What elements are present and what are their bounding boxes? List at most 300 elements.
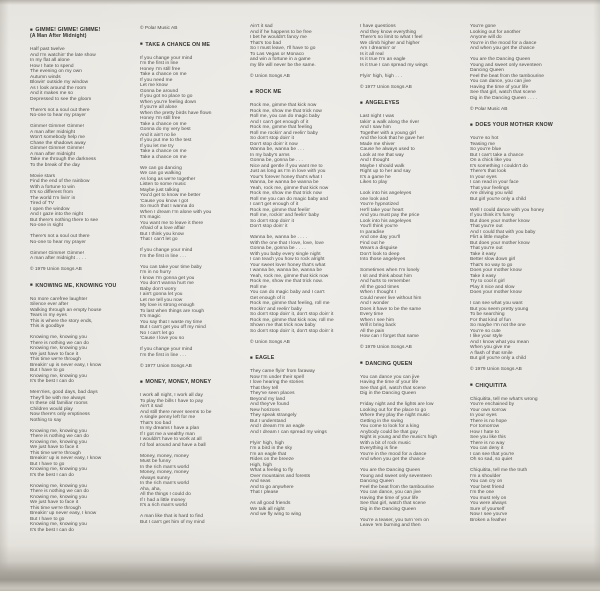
lyric-line: Does it have to be the same — [360, 306, 422, 312]
lyric-line: I can read in your face — [470, 180, 519, 185]
lyric-line: Chiquitita, tell me what's wrong — [470, 396, 538, 402]
stanza — [30, 484, 140, 534]
lyric-line: I have questions — [360, 24, 396, 29]
lyric-line: If you put me to the test — [140, 138, 192, 143]
paper-edge-left — [0, 0, 9, 591]
lyric-line: Getting in the swing — [360, 418, 404, 424]
lyric-line: And when you get the chance — [470, 46, 535, 51]
lyric-line: 'Cause I love you so — [140, 336, 185, 341]
lyric-line: If you change your mind — [140, 55, 193, 61]
lyric-line: Take me through the darkness — [30, 157, 96, 162]
lyric-line: For tomorrow — [470, 424, 500, 429]
lyric-line: Having the time of your life — [360, 380, 419, 385]
stanza — [30, 234, 140, 245]
lyric-line: If you change your mind — [140, 347, 193, 352]
song-title — [470, 122, 580, 128]
lyric-line: Yeah, rock me, gimme that kick now — [250, 273, 329, 279]
copyright-line: © 1977 Union Songs AB — [360, 84, 412, 90]
lyric-line: Look at me that way — [360, 152, 404, 158]
lyric-line: If you got no place to go — [140, 94, 193, 99]
stanza — [250, 103, 360, 230]
lyric-line: It's a game he — [360, 174, 391, 180]
song-title — [360, 361, 470, 367]
lyrics-column-5 — [470, 24, 580, 529]
lyric-line: Flyin' high, high — [250, 440, 285, 446]
lyric-line: No-one to hear my prayer — [30, 113, 86, 118]
lyric-line: Afraid of a love affair — [140, 226, 186, 231]
lyric-line: So you're blue — [470, 147, 502, 152]
lyric-line: You can dance, you can jive — [360, 490, 421, 495]
lyric-line: You can cry on — [470, 479, 503, 484]
lyric-line: That your feelings — [470, 185, 510, 191]
lyric-line: Flyin' high, high . . . — [360, 73, 403, 79]
lyric-line: But girl you're only a child — [470, 356, 526, 361]
lyric-line: We just have to face it — [30, 500, 79, 505]
lyric-line: I'm an eagle that — [250, 451, 287, 457]
lyric-line: one look and — [360, 196, 389, 202]
lyric-line: Rockin' and reelin' baby — [250, 306, 302, 312]
song-title-text: KNOWING ME, KNOWING YOU — [35, 282, 117, 289]
lyric-line: Does your mother know — [470, 290, 522, 295]
song-title-text: ANGELEYES — [365, 100, 400, 106]
lyric-line: Knowing me, knowing you — [30, 346, 87, 351]
lyric-line: I sit and think about him — [360, 273, 412, 279]
lyrics-column-1 — [30, 24, 140, 539]
lyric-line: There's no limit to what I feel — [360, 35, 423, 40]
song-subtitle: (A Man After Midnight) — [30, 33, 87, 39]
lyric-line: But I have to go — [30, 368, 65, 373]
lyric-line: It's magic — [140, 215, 161, 220]
lyric-line: What a feeling to fly — [250, 468, 294, 473]
lyric-line: When I dream I'm alone with you — [140, 209, 212, 215]
lyric-line: Having the time of your life — [360, 495, 419, 501]
lyric-line: You're hypnotized — [360, 202, 399, 207]
lyric-line: I can't get enough of it — [250, 202, 299, 207]
lyric-line: I can teach you how to rock alright — [250, 257, 325, 262]
lyrics-column-2 — [140, 24, 250, 531]
lyric-line: Sure of yourself — [470, 506, 505, 512]
lyric-line: Shown me that trick now baby — [250, 323, 316, 328]
lyric-line: Dancing Queen — [470, 68, 504, 73]
lyric-line: Does your mother know — [470, 268, 522, 273]
lyric-line: But there's nothing there to see — [30, 217, 99, 223]
lyric-line: Autumn winds — [30, 74, 61, 80]
lyric-line: Dancing Queen — [360, 479, 394, 484]
lyric-line: Flirt a little maybe — [470, 235, 509, 240]
lyric-line: You don't wanna hurt me — [140, 281, 194, 286]
stanza — [360, 468, 470, 512]
lyric-line: You're a teaser, you turn 'em on — [360, 517, 429, 523]
lyric-line: Knowing me, knowing you — [30, 428, 87, 434]
song-title — [470, 383, 580, 389]
lyric-line: So don't stop doin' it — [250, 218, 295, 224]
lyric-line: With the one that I love, love, love — [250, 240, 324, 246]
lyric-line: And I can't get enough of it — [250, 119, 309, 125]
square-bullet-icon: ■ — [470, 382, 473, 387]
stanza — [470, 468, 580, 523]
lyric-line: Is it true I'm an eagle — [360, 57, 406, 62]
lyric-line: Blowin' outside my window — [30, 80, 89, 85]
lyric-line: Honey I'm still free — [140, 116, 181, 121]
lyric-line: Everything is fine — [360, 446, 398, 451]
lyric-line: Gonna be, gonna be . . . . — [250, 246, 306, 251]
lyric-line: And I thought — [360, 158, 390, 163]
lyric-line: Dig in the Dancing Queen . . . . — [470, 95, 538, 101]
lyric-line: But I can't get you off my mind — [140, 325, 206, 330]
lyric-line: Don't look to deep — [360, 251, 400, 257]
lyric-line: And it ain't no lie — [140, 132, 176, 138]
lyric-line: Silence ever after — [30, 302, 69, 307]
lyric-line: Breakin' up is never easy, I know — [30, 456, 102, 461]
lyric-line: Where they play the night music — [360, 413, 430, 418]
stanza — [470, 57, 580, 101]
lyric-line: That's too bad — [250, 40, 281, 46]
lyric-line: It's the best I can do — [30, 527, 74, 533]
lyric-line: Together with a young girl — [360, 130, 416, 136]
stanza — [250, 24, 360, 68]
stanza — [140, 166, 250, 243]
lyric-line: When you're feeling down — [140, 99, 197, 105]
lyrics-column-4 — [360, 24, 470, 534]
lyric-line: This time we're through — [30, 450, 81, 456]
lyric-line: And I know what you mean — [470, 339, 529, 345]
lyric-line: Beyond my land — [250, 396, 286, 402]
lyric-line: You're in the mood for a dance — [360, 451, 427, 457]
square-bullet-icon: ■ — [470, 121, 473, 127]
lyric-line: High, high — [250, 462, 273, 468]
lyric-line: You can deny it — [470, 446, 504, 451]
lyric-line: If you're all alone — [140, 105, 178, 110]
lyric-line: Take a chance on me — [140, 72, 187, 77]
lyric-line: Are driving you wild — [470, 191, 513, 196]
square-bullet-icon: ■ — [250, 354, 253, 360]
stanza — [360, 375, 470, 397]
lyric-line: You can take your time baby — [140, 264, 202, 270]
lyric-line: Rides on the breeze — [250, 457, 294, 462]
lyric-line: You want me to leave it there — [140, 220, 204, 226]
lyric-line: Half past twelve — [30, 47, 65, 52]
lyric-line: But I can't get him of my mind — [140, 519, 205, 525]
lyric-line: That you're out — [470, 224, 503, 229]
lyric-line: In your eyes — [470, 413, 497, 418]
lyric-line: For that kind of fun — [470, 317, 511, 323]
square-bullet-icon: ■ — [360, 360, 363, 365]
stanza — [470, 208, 580, 296]
lyric-line: New horizons — [250, 407, 280, 413]
lyric-line: Knowing me, knowing you — [30, 373, 87, 379]
stanza — [30, 108, 140, 119]
lyric-line: But does your mother know — [470, 240, 530, 246]
lyric-line: Listen to some music — [140, 182, 187, 187]
lyric-line: takin' a walk along the river — [360, 119, 420, 125]
lyric-line: If I got me a wealthy man — [140, 431, 195, 437]
square-bullet-icon: ■ — [360, 99, 363, 105]
lyric-line: On a chick like you — [470, 158, 512, 163]
lyric-line: Is it true I can spread my wings — [360, 62, 428, 68]
lyric-line: See you like this — [470, 435, 506, 440]
lyric-line: Rock me, gimme that kick now — [250, 103, 317, 108]
lyric-line: Tears in my eyes — [30, 313, 67, 318]
lyric-line: Gonna be, gonna be . . . — [250, 158, 303, 163]
lyric-line: Dig in the Dancing Queen — [360, 506, 417, 512]
lyric-line: We just have to face it — [30, 351, 79, 357]
stanza — [140, 56, 250, 161]
stanza — [30, 297, 140, 330]
lyric-line: See that girl, watch that scene — [360, 501, 426, 506]
lyric-line: You are the Dancing Queen — [470, 57, 531, 62]
paper-edge-top — [0, 0, 600, 5]
lyric-line: I open the window — [30, 206, 70, 212]
lyric-line: This is where the story ends, — [30, 318, 93, 324]
lyric-line: But I think you know — [140, 231, 184, 237]
song-title-text: MONEY, MONEY, MONEY — [145, 379, 212, 385]
stanza — [30, 47, 140, 102]
lyric-line: And I saw him — [360, 125, 391, 130]
copyright-line: © 1977 Union Songs AB — [140, 363, 192, 369]
copyright-line: © 1979 Union Songs AB — [470, 367, 522, 372]
lyric-line: Gimme! Gimme! Gimme! — [30, 124, 85, 129]
lyric-line: Get enough of it — [250, 295, 285, 301]
lyric-line: Could never live without him — [360, 295, 422, 301]
lyric-line: Young and sweet only seventeen — [470, 62, 542, 68]
lyric-line: They speak strangely — [250, 413, 297, 418]
lyric-line: To Las Vegas or Monaco — [250, 51, 304, 57]
lyric-line: Take a chance on me — [140, 149, 187, 154]
lyric-line: Roll me — [250, 284, 267, 290]
lyric-line: A flash of that smile — [470, 350, 513, 356]
stanza — [360, 24, 470, 68]
lyric-line: Gonna be around — [140, 88, 179, 94]
stanza — [470, 301, 580, 362]
lyric-line: If you let me try — [140, 143, 174, 149]
lyric-line: Baby don't worry — [140, 286, 177, 292]
lyric-line: Rock me, gimme that feeling — [250, 125, 313, 130]
lyric-line: If you think it's funny — [470, 213, 515, 218]
lyric-line: Your's forever honey that's what I — [250, 174, 323, 180]
lyric-line: Now I'm under their spell — [250, 374, 304, 380]
lyric-line: No I can't let go — [140, 330, 175, 336]
lyric-line: And I dream I'm an eagle — [250, 424, 305, 429]
square-bullet-icon: ■ — [140, 378, 143, 384]
lyric-line: Gimme! Gimme! Gimme! — [30, 146, 85, 151]
lyric-line: Mem'ries, good days, bad days — [30, 390, 98, 395]
lyric-line: I wanna be, wanna be, wanna be — [250, 268, 322, 273]
lyric-line: I'm the one — [470, 490, 495, 495]
lyric-line: Wanna, be wanna be wanna be — [250, 180, 319, 185]
lyric-line: To the break of the day — [30, 162, 80, 168]
lyric-line: And one day you'll — [360, 235, 400, 240]
lyric-line: Take a chance on me — [140, 154, 187, 160]
lyric-line: How I hate to spend — [30, 63, 74, 69]
lyric-line: Children would play — [30, 406, 73, 412]
lyric-line: It's something I couldn't do — [470, 163, 528, 169]
stanza — [360, 518, 470, 529]
lyric-line: Let me know — [140, 83, 168, 88]
lyric-line: But you seem pretty young — [470, 306, 529, 312]
lyric-line: Now I see you've — [470, 512, 508, 517]
lyric-line: This is goodbye — [30, 324, 65, 329]
lyric-line: It's magic — [140, 314, 161, 319]
lyric-line: No-one in sight — [30, 223, 64, 228]
lyric-line: Money, money, money — [140, 453, 189, 459]
lyric-line: You're in the mood for a dance — [470, 40, 537, 46]
lyric-line: Honey I'm still free — [140, 66, 181, 72]
lyric-line: And they've found — [250, 402, 290, 407]
lyric-line: Looking out for another — [470, 29, 521, 35]
lyric-line: Nice and gentle if you want me to — [250, 163, 323, 169]
lyric-line: Look into his angeleyes — [360, 218, 412, 224]
lyric-line: Knowing me, knowing you — [30, 467, 87, 472]
lyric-line: When the pretty birds have flown — [140, 110, 212, 116]
lyric-line: Roll me rockin' and reelin' baby — [250, 130, 318, 136]
lyric-line: They'll be with me always — [30, 395, 86, 401]
lyric-line: Made me shiver — [360, 141, 395, 147]
lyric-line: Better slow down girl — [470, 257, 516, 262]
lyric-line: Feel the beat from the tambourine — [470, 73, 544, 79]
paper-edge-right — [593, 0, 600, 591]
lyric-line: But I have to go — [30, 461, 65, 467]
lyric-line: It's so different from — [30, 190, 73, 195]
lyric-line: We talk all night — [250, 506, 285, 512]
lyric-line: If you change your mind — [140, 248, 193, 253]
lyric-line: Leave 'em burning and then — [360, 523, 421, 528]
lyric-line: And we fly wing to wing — [250, 512, 302, 517]
lyric-line: So much that I wanna do — [140, 204, 195, 209]
lyric-line: As long as we're together — [140, 176, 196, 182]
copyright-line: © Polar Music AB — [140, 26, 178, 31]
lyric-line: You'd get to know me better — [140, 193, 201, 198]
lyric-line: With you baby every single night — [250, 251, 321, 257]
lyric-line: You can do magic baby and I can't — [250, 290, 325, 295]
stanza — [140, 514, 250, 525]
lyric-line: A man after midnight . . . . — [30, 256, 87, 261]
lyric-line: Feel the beat from the tambourine — [360, 484, 434, 490]
song-title — [140, 379, 250, 385]
lyric-line: And you must pay the price — [360, 213, 420, 218]
lyric-line: Rock me, gimme that kick now, roll me — [250, 317, 334, 323]
lyric-line: This time we're through — [30, 357, 81, 362]
lyric-line: And still there never seems to be — [140, 409, 212, 415]
lyric-line: So I must leave, I'll have to go — [250, 46, 316, 51]
lyric-line: Yeah, rock me, gimme that kick now — [250, 185, 329, 191]
lyric-line: Rock me, show me that trick now. — [250, 279, 324, 284]
lyric-line: To last when things are rough — [140, 308, 205, 314]
lyric-line: I wouldn't have to work at all — [140, 437, 202, 442]
lyric-line: There is nothing we can do — [30, 434, 89, 439]
lyric-line: We just have to face it — [30, 445, 79, 450]
lyric-line: Cause he always used to — [360, 147, 415, 152]
square-bullet-icon: ■ — [30, 282, 33, 287]
lyric-line: That's no way to go — [470, 262, 513, 268]
lyric-line: How I hate to — [470, 429, 499, 435]
lyric-line: This time we're through — [30, 505, 81, 511]
lyric-line: In paradise — [360, 229, 385, 235]
lyric-line: No-one to hear my prayer — [30, 239, 86, 245]
lyric-line: Find the end of the rainbow — [30, 179, 90, 184]
lyric-line: Breakin' up never easy, I know — [30, 511, 97, 516]
lyric-line: I like your style — [470, 334, 503, 339]
stanza — [360, 114, 470, 186]
lyric-line: They came flyin' from faraway — [250, 369, 316, 374]
lyric-line: I'm the first in line . . . — [140, 352, 187, 358]
lyric-line: Take it easy — [470, 251, 496, 257]
song-title — [30, 283, 140, 289]
lyric-line: I'm the first in line . . . — [140, 253, 187, 259]
lyric-line: Rock me, gimme that feelin' — [250, 207, 311, 213]
lyric-line: In my baby's arms — [250, 152, 290, 158]
lyric-line: With a fortune to win — [30, 184, 75, 190]
lyric-line: In the rich man's world — [140, 481, 189, 486]
copyright-line: © Union Songs AB — [250, 339, 290, 345]
lyric-line: That's too bad — [140, 420, 171, 426]
lyric-line: Likes to play — [360, 180, 388, 185]
lyric-line: Now there's only emptiness — [30, 412, 90, 417]
lyric-line: Wanna be, wanna be . . . — [250, 147, 305, 152]
lyric-line: Knowing me, knowing you — [30, 335, 87, 340]
lyric-line: You can dance, you can jive — [470, 79, 531, 84]
lyric-line: Wears a disguise — [360, 246, 398, 251]
lyric-line: Roll me, rockin' and feelin' baby — [250, 213, 320, 218]
copyright-line: © 1979 Union Songs AB — [360, 345, 412, 350]
lyric-line: There is nothing we can do — [30, 489, 89, 494]
lyric-line: A man after midnight — [30, 151, 75, 157]
lyric-line: 'Cause you know I got — [140, 198, 189, 204]
lyric-line: I'm a shoulder — [470, 473, 501, 479]
lyric-line: We can go dancing — [140, 165, 182, 171]
lyric-line: That they tell — [250, 385, 279, 391]
lyric-line: We can go walking — [140, 171, 182, 176]
lyric-line: So maybe I'm not the one — [470, 323, 526, 328]
song-title-text: TAKE A CHANCE ON ME — [145, 41, 211, 48]
lyric-line: You're enchained by — [470, 402, 515, 407]
lyric-line: You're gone — [470, 24, 496, 29]
lyric-line: Find out he — [360, 240, 385, 246]
lyric-line: Anyone will do — [470, 35, 502, 40]
copyright-line: © 1979 Union Songs AB — [30, 267, 82, 272]
song-title-text: CHIQUITITA — [475, 382, 507, 389]
lyric-line: Must be funny — [140, 459, 171, 464]
lyric-line: He'll take your heart — [360, 207, 404, 213]
lyric-line: The world I'm livin' in — [30, 195, 76, 201]
lyric-line: You must rely on — [470, 495, 507, 501]
lyric-line: Breakin' up is never easy, I know — [30, 362, 102, 368]
lyric-line: Maybe just talking — [140, 187, 180, 193]
lyric-line: Into those angeleyes — [360, 257, 406, 262]
lyric-line: To play the bills I have to pay — [140, 398, 204, 404]
copyright-line: © Union Songs AB — [250, 73, 290, 79]
lyric-line: Every time — [360, 312, 384, 317]
lyric-line: I love hearing the stories — [250, 380, 304, 385]
lyric-line: So don't stop doin' it, don't stop doin' it — [250, 312, 334, 317]
lyric-line: There's not a soul out there — [30, 107, 90, 113]
lyric-line: Knowing me, knowing you — [30, 439, 87, 445]
lyric-line: All the good times — [360, 284, 400, 290]
lyric-line: Your sweet lover honey that's what — [250, 262, 326, 268]
lyric-line: Movie stars — [30, 173, 56, 179]
song-title-text: GIMME! GIMME! GIMME! — [35, 27, 101, 33]
lyric-line: Chiquitita, tell me the truth — [470, 468, 528, 473]
lyric-line: How can I forget that name — [360, 334, 419, 339]
lyric-line: Teasing me — [470, 141, 496, 147]
lyric-line: Just as long as I'm in love with you — [250, 169, 326, 174]
lyric-line: Maybe I should walk — [360, 163, 405, 169]
lyric-line: Dig in the Dancing Queen — [360, 391, 417, 396]
lyric-line: Take it easy — [470, 273, 496, 279]
stanza — [470, 24, 580, 52]
lyric-line: Well I could dance with you honey — [470, 207, 545, 213]
lyric-line: Try to cool it girl — [470, 279, 505, 284]
lyric-line: Right up to her and say — [360, 169, 411, 174]
